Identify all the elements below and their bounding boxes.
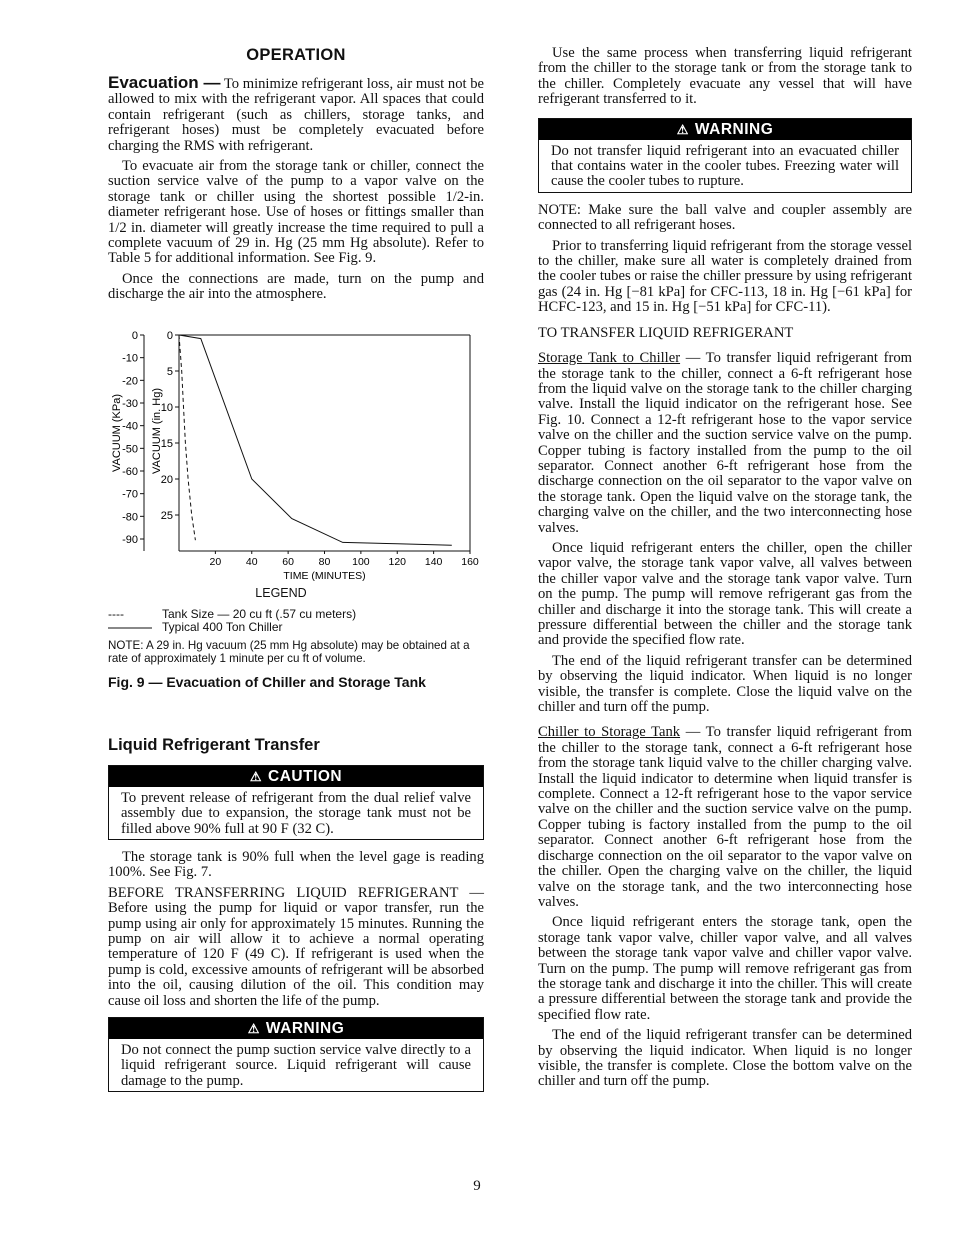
legend-title: LEGEND: [255, 585, 307, 600]
storage-to-chiller-paragraph-3: The end of the liquid refrigerant transfer can be determined by observing the liquid indicator. When liquid is no longer visible, the transfer is complete. Close the liquid valve on the chiller and turn off the pump.: [538, 652, 912, 716]
storage-to-chiller-text: — To transfer liquid refrigerant from the storage tank to the chiller, connect a 6-ft refrigerant hose from the liquid valve on the storage tank to the chiller charging valve. Install the liquid indicator on the refrigerant hose. See Fig. 10. Connect a 12-ft refrigerant hose to the vapor service valve on the chiller and the suction service valve on the pump. Copper tubing is factory installed from the pump to the oil separator. Connect another 6-ft refrigerant hose from the discharge connection on the oil separator to the vapor valve on the storage tank. Open the liquid valve on the storage tank, the charging valve on the chiller, and the two interconnecting hose valves.: [538, 350, 912, 536]
warning-triangle-icon: ⚠: [249, 768, 263, 784]
warning-box-left: [108, 1017, 484, 1092]
right-column: [538, 46, 912, 1095]
chart-note: NOTE: A 29 in. Hg vacuum (25 mm Hg absolute) may be obtained at a rate of approximately 1 minute per cu ft of volume.: [108, 638, 470, 665]
chart-svg: [108, 331, 484, 581]
ball-valve-note: NOTE: Make sure the ball valve and coupler assembly are connected to all refrigerant hoses.: [538, 201, 912, 234]
outer-y-axis-label: VACUUM (KPa): [111, 393, 123, 472]
storage-to-chiller-paragraph-2: Once liquid refrigerant enters the chiller, open the chiller vapor valve, the storage tank vapor valve, all valves between the chiller vapor valve and the storage tank vapor valve. Turn on the pump. The pump will remove refrigerant gas from the chiller and discharge it into the storage tank. This will create a pressure differential between the chiller and the storage tank and provide the specified flow rate.: [538, 539, 912, 649]
outer-y-tick-label: -60: [122, 465, 138, 478]
inner-y-tick-label: 20: [160, 473, 173, 486]
transfer-heading: TO TRANSFER LIQUID REFRIGERANT: [538, 324, 794, 341]
x-tick-label: 160: [461, 555, 479, 568]
warning-text-left: Do not connect the pump suction service valve directly to a liquid refrigerant source. Liquid refrigerant will cause damage to the pump.: [121, 1041, 471, 1089]
outer-y-tick-label: 0: [131, 330, 138, 342]
legend-row-solid: [108, 621, 484, 634]
inner-y-tick-label: 0: [166, 330, 173, 342]
liquid-transfer-paragraph-1: The storage tank is 90% full when the level gage is reading 100%. See Fig. 7.: [108, 848, 484, 881]
chiller-series-line: [179, 335, 452, 545]
tank-series-line: [179, 335, 195, 540]
right-paragraph-1: Use the same process when transferring liquid refrigerant from the chiller to the storage tank or from the storage tank to the chiller. Completely evacuate any vessel that will have refrigerant transferred to it.: [538, 45, 912, 108]
warning-box-right: [538, 118, 912, 193]
caution-box: [108, 765, 484, 840]
legend-row-dashed: [108, 608, 484, 621]
warning-triangle-icon: ⚠: [247, 1020, 260, 1036]
outer-y-tick-label: -50: [122, 443, 138, 456]
outer-y-tick-label: -40: [122, 420, 138, 433]
chart-legend: [108, 587, 484, 665]
outer-y-tick-label: -30: [122, 397, 138, 410]
warning-triangle-icon: ⚠: [676, 121, 689, 137]
evacuation-paragraph: [108, 75, 484, 154]
x-tick-label: 20: [209, 555, 222, 568]
x-tick-label: 60: [282, 555, 294, 568]
inner-y-tick-label: 5: [166, 365, 173, 378]
evacuation-runin: Evacuation —: [108, 73, 221, 92]
figure-caption: Fig. 9 — Evacuation of Chiller and Storage Tank: [108, 673, 426, 690]
legend-dashed-label: Tank Size — 20 cu ft (.57 cu meters): [162, 606, 357, 621]
caution-band: [109, 766, 483, 787]
x-tick-label: 140: [424, 555, 443, 568]
inner-y-tick-label: 25: [160, 509, 173, 522]
chiller-to-storage-paragraph-2: Once liquid refrigerant enters the storage tank, open the storage tank vapor valve, chiller vapor valve, and all valves between the storage tank vapor valve and chiller vapor valve. Turn on the pump. The pump will remove refrigerant gas from the storage tank and discharge it into the chiller. This will create a pressure differential between the storage tank and provide the specified flow rate.: [538, 914, 912, 1023]
chiller-to-storage-label: Chiller to Storage Tank: [538, 724, 681, 741]
evacuation-paragraph-3: Once the connections are made, turn on the pump and discharge the air into the atmosphere.: [108, 270, 484, 303]
warning-label-right: WARNING: [694, 120, 774, 138]
caution-label: CAUTION: [268, 767, 343, 785]
right-paragraph-2: Prior to transferring liquid refrigerant from the storage vessel to the chiller, make sure all water is completely drained from the cooler tubes or raise the chiller pressure by using refrigerant gas (24 in. Hg [−81 kPa] for CFC-113, 18 in. Hg [−61 kPa] for HCFC-123, and 15 in. Hg [−51 kPa] for CFC-11).: [538, 237, 912, 316]
chiller-to-storage-text: — To transfer liquid refrigerant from the chiller to the storage tank, connect a 6-ft refrigerant hose from the storage tank liquid valve to the chiller charging valve. Install the liquid indicator to determine when liquid transfer is complete. Connect a 12-ft refrigerant hose to the vapor service valve on the chiller and the suction service valve on the pump. Copper tubing is factory installed from the pump to the oil separator. Connect another 6-ft refrigerant hose from the discharge connection on the oil separator to the vapor valve on the chiller. Open the charging valve on the chiller, the liquid valve on the storage tank, and the two interconnecting hose valves.: [538, 724, 912, 910]
before-transferring-paragraph: BEFORE TRANSFERRING LIQUID REFRIGERANT — Before using the pump for liquid or vapor transfer, run the pump using air only for approximately 15 minutes. Running the pump on air will allow it to achieve a normal operating temperature of 120 F (49 C). If refrigerant is used when the pump is cold, excessive amounts of refrigerant will be absorbed into the oil, causing dilution of the oil. This condition may cause oil loss and shorten the life of the pump.: [108, 884, 484, 1009]
inner-y-axis-label: VACUUM (in. Hg): [151, 387, 163, 474]
warning-text-right: Do not transfer liquid refrigerant into an evacuated chiller that contains water in the cooler tubes. Freezing water will cause the cooler tubes to rupture.: [551, 142, 899, 190]
storage-to-chiller-paragraph: [538, 351, 912, 536]
warning-band-left: [109, 1018, 483, 1039]
outer-y-tick-label: -90: [122, 533, 138, 546]
evacuation-text: To minimize refrigerant loss, air must not be allowed to mix with the refrigerant vapor. All spaces that could contain refrigerant (such as chillers, storage tanks, and refrigerant hoses) must be completely evacuated before charging the RMS with refrigerant.: [108, 76, 484, 154]
page-number: 9: [473, 1178, 481, 1194]
outer-y-tick-label: -70: [122, 488, 138, 501]
caution-text: To prevent release of refrigerant from the dual relief valve assembly due to expansion, the storage tank must not be filled above 90% full at 90 F (32 C).: [121, 789, 471, 837]
warning-band-right: [539, 119, 911, 140]
legend-solid-symbol: [108, 621, 162, 634]
x-axis-label: TIME (MINUTES): [283, 569, 366, 581]
storage-to-chiller-label: Storage Tank to Chiller: [538, 350, 681, 367]
evacuation-paragraph-2: To evacuate air from the storage tank or chiller, connect the suction service valve of the pump to a vapor valve on the storage tank or chiller using the shortest possible 1/2-in. diameter refrigerant hose. Use of hoses or fittings smaller than 1/2 in. diameter will greatly increase the time required to pull a complete vacuum of 29 in. Hg (25 mm Hg absolute). Refer to Table 5 for additional information. See Fig. 9.: [108, 158, 484, 267]
legend-solid-label: Typical 400 Ton Chiller: [162, 619, 283, 634]
liquid-transfer-heading: Liquid Refrigerant Transfer: [108, 735, 320, 754]
x-tick-label: 120: [388, 555, 407, 568]
section-title: OPERATION: [246, 46, 346, 64]
evacuation-chart: [108, 331, 484, 581]
outer-y-tick-label: -10: [122, 352, 138, 365]
x-tick-label: 40: [245, 555, 258, 568]
chiller-to-storage-paragraph: [538, 725, 912, 910]
x-tick-label: 100: [352, 555, 370, 568]
inner-y-tick-label: 15: [160, 437, 173, 450]
chiller-to-storage-paragraph-3: The end of the liquid refrigerant transfer can be determined by observing the liquid indicator. When liquid is no longer visible, the transfer is complete. Close the bottom valve on the chiller and turn off the pump.: [538, 1027, 912, 1090]
left-column: [108, 40, 484, 1102]
outer-y-tick-label: -20: [122, 375, 138, 388]
inner-y-tick-label: 10: [160, 401, 173, 414]
outer-y-tick-label: -80: [122, 511, 138, 524]
x-tick-label: 80: [318, 555, 331, 568]
warning-label-left: WARNING: [265, 1019, 345, 1037]
legend-dash-symbol: ----: [108, 606, 124, 621]
